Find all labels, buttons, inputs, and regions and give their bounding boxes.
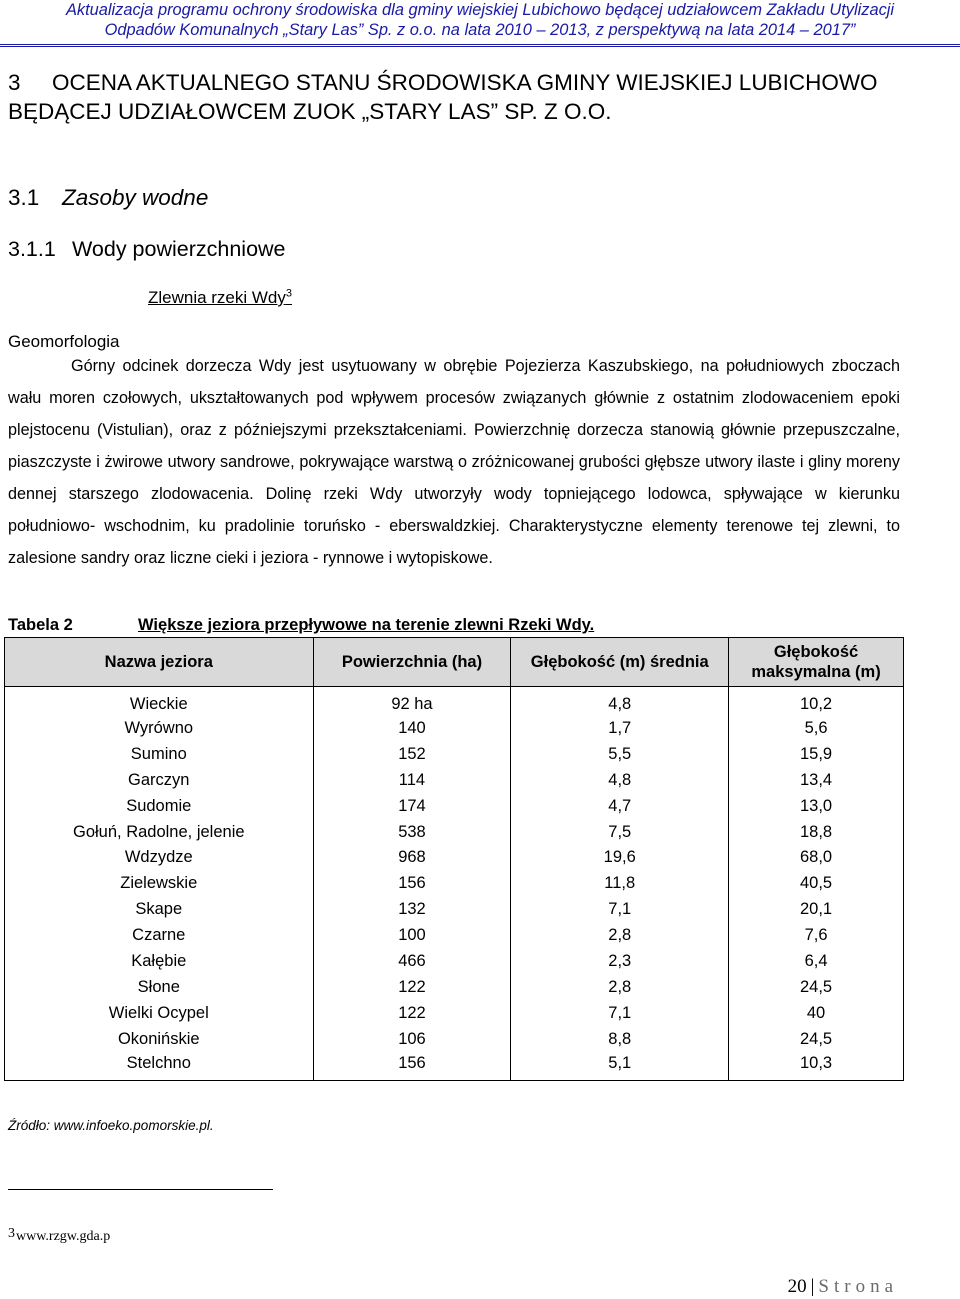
cell-lake-name: Wieckie: [5, 687, 314, 716]
cell-area: 140: [313, 715, 511, 741]
column-header-max-depth: Głębokość maksymalna (m): [729, 638, 904, 687]
section-title-text: Zasoby wodne: [62, 185, 209, 210]
column-header-area: Powierzchnia (ha): [313, 638, 511, 687]
cell-area: 156: [313, 870, 511, 896]
table-source: Źródło: www.infoeko.pomorskie.pl.: [8, 1118, 214, 1133]
running-header: [0, 0, 960, 44]
cell-lake-name: Wyrówno: [5, 715, 314, 741]
table-body: [5, 687, 904, 1081]
table-label: Tabela 2: [8, 616, 73, 634]
subsection-title-text: Wody powierzchniowe: [72, 237, 286, 261]
cell-max-depth: 24,5: [729, 1026, 904, 1052]
table-row: [5, 922, 904, 948]
cell-mean-depth: 2,8: [511, 974, 729, 1000]
cell-mean-depth: 4,8: [511, 687, 729, 716]
footnote-text: www.rzgw.gda.p: [16, 1229, 111, 1244]
cell-lake-name: Czarne: [5, 922, 314, 948]
cell-mean-depth: 4,7: [511, 793, 729, 819]
page-number: 20: [787, 1276, 807, 1297]
cell-area: 174: [313, 793, 511, 819]
lakes-table: [4, 637, 904, 1081]
cell-max-depth: 20,1: [729, 896, 904, 922]
geomorphology-paragraph-text: Górny odcinek dorzecza Wdy jest usytuowany w obrębie Pojezierza Kaszubskiego, na południowych zboczach wału moren czołowych, ukształtowanych pod wpływem procesów związanych głównie z ostatnim zlodowaceniem epoki plejstocenu (Vistulian), oraz z późniejszymi przekształceniami. Powierzchnię dorzecza stanowią głównie przepuszczalne, piaszczyste i żwirowe utwory sandrowe, pokrywające warstwą o zróżnicowanej grubości głębsze utwory ilaste i gliny moreny dennej starszego zlodowacenia. Dolinę rzeki Wdy utworzyły wody topniejącego lodowca, spływające w kierunku południowo- wschodnim, ku pradolinie toruńsko - eberswaldzkiej. Charakterystyczne elementy terenowe tej zlewni, to zalesione sandry oraz liczne cieki i jeziora - rynnowe i wytopiskowe.: [8, 357, 900, 567]
subsection-number: 3.1.1: [8, 237, 56, 261]
table-row: [5, 896, 904, 922]
table-row: [5, 1000, 904, 1026]
cell-lake-name: Sumino: [5, 741, 314, 767]
cell-max-depth: 10,3: [729, 1052, 904, 1081]
cell-mean-depth: 7,1: [511, 1000, 729, 1026]
cell-max-depth: 10,2: [729, 687, 904, 716]
cell-mean-depth: 5,5: [511, 741, 729, 767]
table-row: [5, 767, 904, 793]
chapter-heading: [8, 69, 953, 126]
page-footer-word: Strona: [818, 1276, 898, 1297]
table-row: [5, 844, 904, 870]
cell-lake-name: Stelchno: [5, 1052, 314, 1081]
footnote-divider: [8, 1189, 273, 1190]
cell-max-depth: 13,0: [729, 793, 904, 819]
cell-mean-depth: 1,7: [511, 715, 729, 741]
cell-max-depth: 15,9: [729, 741, 904, 767]
table-header-row: [5, 638, 904, 687]
cell-area: 466: [313, 948, 511, 974]
cell-max-depth: 68,0: [729, 844, 904, 870]
cell-mean-depth: 2,3: [511, 948, 729, 974]
running-header-line-2: Odpadów Komunalnych „Stary Las” Sp. z o.o. na lata 2010 – 2013, z perspektywą na lata 2014 – 2017”: [104, 21, 856, 39]
cell-area: 122: [313, 974, 511, 1000]
table-row: [5, 1026, 904, 1052]
cell-area: 100: [313, 922, 511, 948]
column-header-mean-depth: Głębokość (m) średnia: [511, 638, 729, 687]
table-row: [5, 974, 904, 1000]
cell-area: 106: [313, 1026, 511, 1052]
cell-max-depth: 13,4: [729, 767, 904, 793]
subsection-heading: [8, 235, 286, 263]
cell-max-depth: 5,6: [729, 715, 904, 741]
catchment-title-text: Zlewnia rzeki Wdy$^3$: [147, 287, 293, 307]
cell-max-depth: 40: [729, 1000, 904, 1026]
cell-lake-name: Zielewskie: [5, 870, 314, 896]
page-footer-separator: |: [810, 1276, 815, 1297]
cell-lake-name: Gołuń, Radolne, jelenie: [5, 819, 314, 845]
table-row: [5, 715, 904, 741]
footnote-mark: 3: [8, 1226, 15, 1241]
running-header-line-1: Aktualizacja programu ochrony środowiska dla gminy wiejskiej Lubichowo będącej udziałowcem Zakładu Utylizacji: [65, 1, 895, 19]
page-footer: [788, 1275, 898, 1299]
column-header-name: Nazwa jeziora: [5, 638, 314, 687]
cell-mean-depth: 7,1: [511, 896, 729, 922]
section-number: 3.1: [8, 185, 40, 210]
cell-max-depth: 18,8: [729, 819, 904, 845]
cell-max-depth: 7,6: [729, 922, 904, 948]
cell-area: 114: [313, 767, 511, 793]
table-row: [5, 793, 904, 819]
cell-mean-depth: 5,1: [511, 1052, 729, 1081]
table-row: [5, 687, 904, 716]
cell-mean-depth: 19,6: [511, 844, 729, 870]
table-caption: [8, 614, 908, 636]
cell-mean-depth: 4,8: [511, 767, 729, 793]
cell-lake-name: Wielki Ocypel: [5, 1000, 314, 1026]
table-row: [5, 948, 904, 974]
chapter-number: 3: [8, 70, 21, 95]
cell-lake-name: Słone: [5, 974, 314, 1000]
cell-mean-depth: 7,5: [511, 819, 729, 845]
cell-area: 132: [313, 896, 511, 922]
cell-area: 538: [313, 819, 511, 845]
cell-area: 92 ha: [313, 687, 511, 716]
table-row: [5, 741, 904, 767]
table-title: Większe jeziora przepływowe na terenie zlewni Rzeki Wdy.: [138, 616, 595, 634]
footnote-reference[interactable]: 3: [285, 287, 293, 300]
cell-area: 156: [313, 1052, 511, 1081]
header-divider: [0, 44, 960, 47]
cell-max-depth: 6,4: [729, 948, 904, 974]
cell-lake-name: Sudomie: [5, 793, 314, 819]
cell-mean-depth: 8,8: [511, 1026, 729, 1052]
cell-lake-name: Kałębie: [5, 948, 314, 974]
geomorphology-heading: Geomorfologia: [8, 332, 120, 351]
table-row: [5, 1052, 904, 1081]
chapter-title-text: OCENA AKTUALNEGO STANU ŚRODOWISKA GMINY WIEJSKIEJ LUBICHOWO BĘDĄCEJ UDZIAŁOWCEM ZUOK „STARY LAS” SP. Z O.O.: [8, 70, 878, 124]
geomorphology-paragraph: [8, 350, 900, 574]
cell-lake-name: Wdzydze: [5, 844, 314, 870]
cell-lake-name: Garczyn: [5, 767, 314, 793]
cell-area: 152: [313, 741, 511, 767]
cell-mean-depth: 11,8: [511, 870, 729, 896]
cell-mean-depth: 2,8: [511, 922, 729, 948]
footnote: [8, 1225, 110, 1246]
table-row: [5, 819, 904, 845]
cell-lake-name: Okonińskie: [5, 1026, 314, 1052]
cell-max-depth: 24,5: [729, 974, 904, 1000]
cell-max-depth: 40,5: [729, 870, 904, 896]
section-heading: [8, 184, 208, 212]
cell-area: 968: [313, 844, 511, 870]
catchment-heading: [0, 287, 440, 309]
cell-area: 122: [313, 1000, 511, 1026]
cell-lake-name: Skape: [5, 896, 314, 922]
table-row: [5, 870, 904, 896]
